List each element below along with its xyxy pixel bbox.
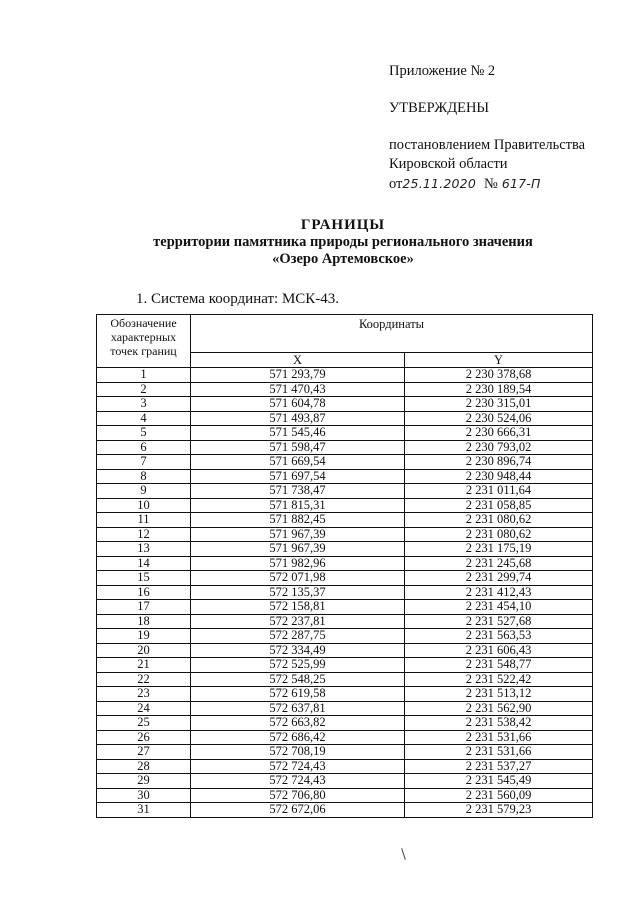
table-row (97, 484, 593, 499)
coord-y: 2 230 793,02 (405, 440, 593, 455)
coord-y: 2 230 378,68 (405, 368, 593, 383)
point-number: 9 (97, 484, 191, 499)
coord-x: 572 708,19 (191, 745, 405, 760)
coord-x: 571 967,39 (191, 527, 405, 542)
coord-y: 2 231 531,66 (405, 745, 593, 760)
coord-y: 2 231 545,49 (405, 774, 593, 789)
coord-y: 2 231 058,85 (405, 498, 593, 513)
coord-y: 2 230 524,06 (405, 411, 593, 426)
decree-line-2: Кировской области (389, 156, 508, 172)
coord-y: 2 231 513,12 (405, 687, 593, 702)
coord-x: 571 604,78 (191, 397, 405, 412)
coord-y: 2 231 011,64 (405, 484, 593, 499)
point-number: 22 (97, 672, 191, 687)
table-row (97, 687, 593, 702)
table-row (97, 759, 593, 774)
title-block (0, 216, 640, 268)
coord-x: 572 686,42 (191, 730, 405, 745)
approved-label: УТВЕРЖДЕНЫ (389, 100, 490, 116)
coord-x: 572 334,49 (191, 643, 405, 658)
table-row (97, 614, 593, 629)
coord-x: 572 071,98 (191, 571, 405, 586)
table-row (97, 571, 593, 586)
date-prefix: от (389, 176, 403, 192)
coord-x: 572 287,75 (191, 629, 405, 644)
coord-x: 572 135,37 (191, 585, 405, 600)
coord-x: 571 982,96 (191, 556, 405, 571)
handwritten-number: 617-П (501, 176, 541, 191)
coord-y: 2 231 538,42 (405, 716, 593, 731)
table-body (97, 368, 593, 818)
appendix-block (389, 62, 585, 194)
coord-y: 2 231 537,27 (405, 759, 593, 774)
coord-y: 2 230 896,74 (405, 455, 593, 470)
coordinates-table (96, 314, 593, 818)
point-number: 31 (97, 803, 191, 818)
table-row (97, 672, 593, 687)
point-number: 18 (97, 614, 191, 629)
coord-x: 571 669,54 (191, 455, 405, 470)
coord-y: 2 231 522,42 (405, 672, 593, 687)
coord-x: 572 706,80 (191, 788, 405, 803)
table-row (97, 629, 593, 644)
coord-x: 572 724,43 (191, 774, 405, 789)
point-number: 2 (97, 382, 191, 397)
coord-y: 2 230 315,01 (405, 397, 593, 412)
table-row (97, 542, 593, 557)
point-number: 3 (97, 397, 191, 412)
point-number: 14 (97, 556, 191, 571)
point-number: 28 (97, 759, 191, 774)
header-x: X (191, 353, 405, 368)
point-number: 16 (97, 585, 191, 600)
point-number: 20 (97, 643, 191, 658)
pen-mark (401, 848, 406, 860)
point-number: 25 (97, 716, 191, 731)
point-number: 5 (97, 426, 191, 441)
coordinate-system-line: 1. Система координат: МСК-43. (136, 291, 340, 307)
table-row (97, 527, 593, 542)
table-row (97, 658, 593, 673)
coord-x: 572 663,82 (191, 716, 405, 731)
coord-y: 2 230 948,44 (405, 469, 593, 484)
coord-x: 571 967,39 (191, 542, 405, 557)
coord-x: 571 738,47 (191, 484, 405, 499)
coord-x: 571 815,31 (191, 498, 405, 513)
table-row (97, 368, 593, 383)
table-row (97, 745, 593, 760)
point-number: 11 (97, 513, 191, 528)
coord-x: 571 598,47 (191, 440, 405, 455)
table-row (97, 513, 593, 528)
point-number: 19 (97, 629, 191, 644)
table-row (97, 397, 593, 412)
point-number: 30 (97, 788, 191, 803)
point-number: 4 (97, 411, 191, 426)
coord-x: 572 672,06 (191, 803, 405, 818)
point-number: 27 (97, 745, 191, 760)
point-number: 8 (97, 469, 191, 484)
point-number: 10 (97, 498, 191, 513)
table-row (97, 556, 593, 571)
table-row (97, 469, 593, 484)
point-number: 12 (97, 527, 191, 542)
number-sign: № (483, 176, 498, 192)
point-number: 24 (97, 701, 191, 716)
decree-date-line (389, 174, 585, 194)
coord-y: 2 231 548,77 (405, 658, 593, 673)
coord-x: 572 158,81 (191, 600, 405, 615)
table-row (97, 716, 593, 731)
point-number: 21 (97, 658, 191, 673)
point-number: 13 (97, 542, 191, 557)
coord-x: 571 545,46 (191, 426, 405, 441)
table-row (97, 585, 593, 600)
coord-x: 572 237,81 (191, 614, 405, 629)
document-title: ГРАНИЦЫ (300, 217, 386, 233)
coord-x: 572 637,81 (191, 701, 405, 716)
coord-x: 571 293,79 (191, 368, 405, 383)
table-row (97, 600, 593, 615)
coord-y: 2 230 189,54 (405, 382, 593, 397)
table-row (97, 455, 593, 470)
header-y: Y (405, 353, 593, 368)
coord-y: 2 231 579,23 (405, 803, 593, 818)
point-number: 7 (97, 455, 191, 470)
point-number: 26 (97, 730, 191, 745)
table-row (97, 730, 593, 745)
coord-y: 2 231 080,62 (405, 513, 593, 528)
table-row (97, 426, 593, 441)
coord-y: 2 231 299,74 (405, 571, 593, 586)
point-number: 1 (97, 368, 191, 383)
table-row (97, 411, 593, 426)
table-row (97, 701, 593, 716)
coord-y: 2 231 606,43 (405, 643, 593, 658)
document-subtitle-1: территории памятника природы регионального значения (153, 234, 533, 250)
table-row (97, 440, 593, 455)
coord-x: 572 525,99 (191, 658, 405, 673)
header-coordinates: Координаты (191, 315, 593, 353)
coord-y: 2 231 080,62 (405, 527, 593, 542)
coord-y: 2 231 245,68 (405, 556, 593, 571)
decree-line-1: постановлением Правительства (389, 137, 586, 153)
coord-y: 2 231 563,53 (405, 629, 593, 644)
table-row (97, 803, 593, 818)
coord-x: 572 619,58 (191, 687, 405, 702)
point-number: 23 (97, 687, 191, 702)
coord-x: 571 470,43 (191, 382, 405, 397)
appendix-number: Приложение № 2 (389, 63, 496, 79)
coord-x: 571 882,45 (191, 513, 405, 528)
coord-y: 2 231 527,68 (405, 614, 593, 629)
coord-y: 2 231 175,19 (405, 542, 593, 557)
table-row (97, 643, 593, 658)
coord-x: 571 697,54 (191, 469, 405, 484)
document-subtitle-2: «Озеро Артемовское» (272, 251, 414, 267)
point-number: 29 (97, 774, 191, 789)
coord-x: 571 493,87 (191, 411, 405, 426)
point-number: 17 (97, 600, 191, 615)
table-row (97, 498, 593, 513)
coord-y: 2 231 560,09 (405, 788, 593, 803)
header-points: Обозначение характерных точек границ (97, 315, 191, 368)
handwritten-date: 25.11.2020 (402, 176, 476, 191)
coord-y: 2 231 454,10 (405, 600, 593, 615)
table-row (97, 774, 593, 789)
coord-y: 2 230 666,31 (405, 426, 593, 441)
table-row (97, 382, 593, 397)
coord-y: 2 231 531,66 (405, 730, 593, 745)
point-number: 6 (97, 440, 191, 455)
coord-y: 2 231 412,43 (405, 585, 593, 600)
coord-y: 2 231 562,90 (405, 701, 593, 716)
coord-x: 572 724,43 (191, 759, 405, 774)
point-number: 15 (97, 571, 191, 586)
coord-x: 572 548,25 (191, 672, 405, 687)
table-row (97, 788, 593, 803)
